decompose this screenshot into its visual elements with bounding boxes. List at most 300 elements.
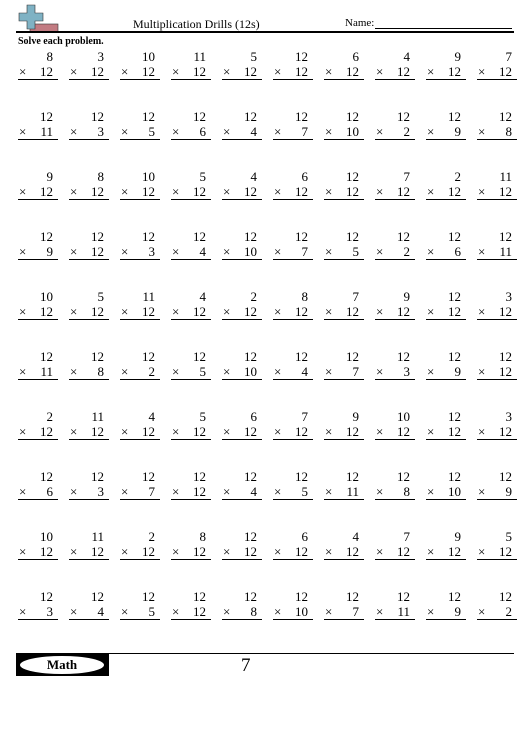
multiplier: 12 xyxy=(193,604,206,619)
multiplicand: 12 xyxy=(448,409,461,424)
multiplicand: 12 xyxy=(142,229,155,244)
multiplicand: 6 xyxy=(250,409,257,424)
multiplicand: 7 xyxy=(403,529,410,544)
multiplicand: 11 xyxy=(193,49,206,64)
problem-row xyxy=(12,349,522,409)
multiplier-line xyxy=(120,124,160,140)
multiplier-line xyxy=(171,304,211,320)
multiplier-line xyxy=(477,544,517,560)
problem xyxy=(369,529,420,589)
problem-row xyxy=(12,409,522,469)
problem xyxy=(12,169,63,229)
times-sign: × xyxy=(70,304,78,319)
times-sign: × xyxy=(172,364,180,379)
multiplier-line xyxy=(375,184,415,200)
multiplicand: 5 xyxy=(199,409,206,424)
times-sign: × xyxy=(376,304,384,319)
multiplicand: 5 xyxy=(505,529,512,544)
problem xyxy=(12,529,63,589)
multiplier: 10 xyxy=(244,244,257,259)
multiplier-line xyxy=(171,424,211,440)
times-sign: × xyxy=(274,544,282,559)
name-field[interactable] xyxy=(375,28,512,29)
multiplier: 12 xyxy=(244,544,257,559)
times-sign: × xyxy=(172,484,180,499)
multiplier: 12 xyxy=(397,544,410,559)
multiplier-line xyxy=(222,124,262,140)
multiplier: 12 xyxy=(499,184,512,199)
multiplier-line xyxy=(18,364,58,380)
multiplier: 9 xyxy=(46,244,53,259)
times-sign: × xyxy=(121,304,129,319)
times-sign: × xyxy=(223,304,231,319)
multiplier: 3 xyxy=(46,604,53,619)
multiplier-line xyxy=(273,424,313,440)
multiplicand: 7 xyxy=(403,169,410,184)
multiplier: 12 xyxy=(346,304,359,319)
problem xyxy=(318,229,369,289)
multiplicand: 4 xyxy=(148,409,155,424)
problem xyxy=(471,529,522,589)
problem xyxy=(369,49,420,109)
multiplicand: 12 xyxy=(397,349,410,364)
multiplier-line xyxy=(273,64,313,80)
problem xyxy=(369,109,420,169)
multiplier: 4 xyxy=(250,124,257,139)
multiplier-line xyxy=(426,424,466,440)
name-label: Name: xyxy=(345,17,375,29)
times-sign: × xyxy=(325,244,333,259)
problem-row xyxy=(12,229,522,289)
multiplier: 5 xyxy=(199,364,206,379)
problem xyxy=(267,289,318,349)
multiplier: 5 xyxy=(148,604,155,619)
multiplier-line xyxy=(375,64,415,80)
problem xyxy=(12,589,63,649)
problem xyxy=(318,169,369,229)
multiplier-line xyxy=(273,304,313,320)
times-sign: × xyxy=(172,244,180,259)
multiplier-line xyxy=(171,124,211,140)
problem xyxy=(165,409,216,469)
multiplier: 2 xyxy=(403,124,410,139)
times-sign: × xyxy=(121,604,129,619)
multiplier-line xyxy=(120,64,160,80)
times-sign: × xyxy=(121,124,129,139)
multiplier: 7 xyxy=(301,244,308,259)
multiplicand: 11 xyxy=(142,289,155,304)
multiplier: 12 xyxy=(193,184,206,199)
multiplicand: 12 xyxy=(142,109,155,124)
problem xyxy=(420,229,471,289)
multiplier-line xyxy=(375,424,415,440)
multiplier-line xyxy=(426,364,466,380)
multiplier-line xyxy=(477,604,517,620)
multiplicand: 7 xyxy=(301,409,308,424)
multiplier-line xyxy=(222,304,262,320)
times-sign: × xyxy=(121,364,129,379)
multiplier: 12 xyxy=(142,184,155,199)
multiplicand: 4 xyxy=(250,169,257,184)
multiplier-line xyxy=(69,244,109,260)
times-sign: × xyxy=(478,64,486,79)
problem xyxy=(420,529,471,589)
times-sign: × xyxy=(70,64,78,79)
problem xyxy=(318,349,369,409)
multiplier: 12 xyxy=(499,424,512,439)
multiplicand: 12 xyxy=(295,49,308,64)
times-sign: × xyxy=(325,424,333,439)
times-sign: × xyxy=(19,544,27,559)
times-sign: × xyxy=(427,64,435,79)
multiplicand: 11 xyxy=(91,409,104,424)
multiplicand: 10 xyxy=(40,289,53,304)
problem xyxy=(216,229,267,289)
times-sign: × xyxy=(427,124,435,139)
multiplier-line xyxy=(171,544,211,560)
problem xyxy=(165,529,216,589)
multiplicand: 3 xyxy=(505,289,512,304)
multiplier-line xyxy=(222,604,262,620)
multiplier: 12 xyxy=(193,544,206,559)
problem xyxy=(369,469,420,529)
times-sign: × xyxy=(376,604,384,619)
times-sign: × xyxy=(19,364,27,379)
multiplier-line xyxy=(426,304,466,320)
multiplicand: 12 xyxy=(244,109,257,124)
multiplier: 8 xyxy=(505,124,512,139)
times-sign: × xyxy=(478,604,486,619)
multiplicand: 12 xyxy=(346,469,359,484)
problem xyxy=(267,469,318,529)
multiplicand: 10 xyxy=(142,169,155,184)
multiplier-line xyxy=(477,244,517,260)
times-sign: × xyxy=(172,544,180,559)
multiplier-line xyxy=(222,64,262,80)
times-sign: × xyxy=(427,424,435,439)
multiplier-line xyxy=(120,184,160,200)
header-divider xyxy=(16,31,514,33)
multiplier: 12 xyxy=(295,184,308,199)
multiplier: 12 xyxy=(397,184,410,199)
multiplier-line xyxy=(171,604,211,620)
multiplier: 12 xyxy=(142,544,155,559)
times-sign: × xyxy=(172,184,180,199)
multiplicand: 12 xyxy=(295,109,308,124)
multiplier: 3 xyxy=(97,124,104,139)
multiplicand: 8 xyxy=(97,169,104,184)
multiplier: 12 xyxy=(448,304,461,319)
problem xyxy=(471,469,522,529)
multiplier-line xyxy=(222,544,262,560)
multiplicand: 12 xyxy=(244,589,257,604)
times-sign: × xyxy=(478,544,486,559)
problem xyxy=(471,169,522,229)
problem xyxy=(63,109,114,169)
multiplier: 12 xyxy=(91,184,104,199)
multiplier-line xyxy=(273,184,313,200)
multiplier: 12 xyxy=(40,544,53,559)
problem xyxy=(63,349,114,409)
multiplier: 6 xyxy=(199,124,206,139)
multiplier: 11 xyxy=(499,244,512,259)
multiplier: 12 xyxy=(193,424,206,439)
multiplier-line xyxy=(69,124,109,140)
multiplicand: 12 xyxy=(448,109,461,124)
multiplier-line xyxy=(477,64,517,80)
multiplier-line xyxy=(171,244,211,260)
problem-row xyxy=(12,109,522,169)
multiplier-line xyxy=(426,604,466,620)
problem xyxy=(12,49,63,109)
problem xyxy=(165,289,216,349)
multiplier: 11 xyxy=(40,124,53,139)
multiplicand: 12 xyxy=(40,229,53,244)
multiplier: 2 xyxy=(505,604,512,619)
multiplier-line xyxy=(69,304,109,320)
times-sign: × xyxy=(70,124,78,139)
multiplier-line xyxy=(477,304,517,320)
multiplicand: 12 xyxy=(448,349,461,364)
multiplier: 3 xyxy=(148,244,155,259)
page-number: 7 xyxy=(241,655,251,676)
multiplier: 8 xyxy=(97,364,104,379)
multiplier-line xyxy=(18,184,58,200)
times-sign: × xyxy=(325,364,333,379)
multiplier: 10 xyxy=(346,124,359,139)
multiplier-line xyxy=(426,484,466,500)
problem xyxy=(165,349,216,409)
multiplicand: 7 xyxy=(352,289,359,304)
problem xyxy=(63,469,114,529)
page-title: Multiplication Drills (12s) xyxy=(133,17,260,31)
multiplier-line xyxy=(18,244,58,260)
multiplier: 11 xyxy=(346,484,359,499)
multiplier-line xyxy=(273,544,313,560)
multiplicand: 11 xyxy=(91,529,104,544)
problem xyxy=(12,349,63,409)
multiplier-line xyxy=(273,244,313,260)
multiplier: 5 xyxy=(352,244,359,259)
multiplier: 7 xyxy=(352,604,359,619)
times-sign: × xyxy=(376,484,384,499)
multiplicand: 12 xyxy=(91,229,104,244)
multiplier-line xyxy=(375,484,415,500)
multiplicand: 12 xyxy=(346,349,359,364)
problem xyxy=(165,49,216,109)
times-sign: × xyxy=(19,484,27,499)
problem xyxy=(369,229,420,289)
multiplicand: 4 xyxy=(352,529,359,544)
multiplier-line xyxy=(69,604,109,620)
problem xyxy=(165,589,216,649)
problem xyxy=(267,349,318,409)
times-sign: × xyxy=(274,364,282,379)
multiplicand: 12 xyxy=(244,469,257,484)
problem xyxy=(114,469,165,529)
multiplier: 4 xyxy=(301,364,308,379)
problem xyxy=(216,349,267,409)
multiplier-line xyxy=(477,484,517,500)
multiplier-line xyxy=(324,64,364,80)
times-sign: × xyxy=(376,124,384,139)
multiplier: 12 xyxy=(40,184,53,199)
multiplicand: 12 xyxy=(244,349,257,364)
multiplier-line xyxy=(375,544,415,560)
problem xyxy=(420,349,471,409)
multiplier: 9 xyxy=(454,604,461,619)
multiplier: 12 xyxy=(346,184,359,199)
multiplier-line xyxy=(273,364,313,380)
multiplier: 12 xyxy=(499,304,512,319)
multiplicand: 12 xyxy=(397,469,410,484)
times-sign: × xyxy=(478,364,486,379)
multiplier: 5 xyxy=(301,484,308,499)
multiplicand: 12 xyxy=(499,109,512,124)
multiplier: 12 xyxy=(40,64,53,79)
multiplier-line xyxy=(120,544,160,560)
multiplicand: 9 xyxy=(454,529,461,544)
problem xyxy=(63,229,114,289)
times-sign: × xyxy=(121,184,129,199)
problem xyxy=(267,229,318,289)
times-sign: × xyxy=(427,544,435,559)
multiplier-line xyxy=(120,244,160,260)
times-sign: × xyxy=(274,424,282,439)
multiplier-line xyxy=(273,124,313,140)
math-badge-label: Math xyxy=(20,656,104,674)
multiplier: 12 xyxy=(193,64,206,79)
problem xyxy=(369,589,420,649)
multiplier: 9 xyxy=(505,484,512,499)
multiplier: 12 xyxy=(295,304,308,319)
times-sign: × xyxy=(172,604,180,619)
multiplier-line xyxy=(171,64,211,80)
multiplier: 3 xyxy=(97,484,104,499)
multiplier: 12 xyxy=(448,184,461,199)
problem xyxy=(216,529,267,589)
multiplier: 3 xyxy=(403,364,410,379)
multiplicand: 5 xyxy=(250,49,257,64)
multiplier: 6 xyxy=(454,244,461,259)
problem xyxy=(165,109,216,169)
multiplicand: 12 xyxy=(142,589,155,604)
times-sign: × xyxy=(478,304,486,319)
times-sign: × xyxy=(19,604,27,619)
problem xyxy=(369,169,420,229)
multiplier-line xyxy=(18,604,58,620)
times-sign: × xyxy=(19,184,27,199)
multiplier: 8 xyxy=(403,484,410,499)
multiplier-line xyxy=(18,124,58,140)
multiplier-line xyxy=(426,244,466,260)
multiplicand: 12 xyxy=(193,349,206,364)
multiplicand: 12 xyxy=(142,469,155,484)
problem xyxy=(267,169,318,229)
problem xyxy=(216,169,267,229)
problem xyxy=(12,289,63,349)
multiplier: 12 xyxy=(397,64,410,79)
multiplier-line xyxy=(18,64,58,80)
multiplicand: 10 xyxy=(397,409,410,424)
multiplicand: 12 xyxy=(499,349,512,364)
multiplicand: 6 xyxy=(352,49,359,64)
multiplier-line xyxy=(426,544,466,560)
multiplier-line xyxy=(18,544,58,560)
problem xyxy=(165,229,216,289)
times-sign: × xyxy=(478,124,486,139)
problem xyxy=(12,409,63,469)
problem xyxy=(114,349,165,409)
multiplier-line xyxy=(375,124,415,140)
times-sign: × xyxy=(274,124,282,139)
times-sign: × xyxy=(376,244,384,259)
times-sign: × xyxy=(172,124,180,139)
multiplier-line xyxy=(273,604,313,620)
multiplier-line xyxy=(477,424,517,440)
multiplier: 12 xyxy=(244,304,257,319)
multiplier-line xyxy=(222,424,262,440)
multiplier: 12 xyxy=(346,544,359,559)
multiplier: 7 xyxy=(148,484,155,499)
multiplier: 12 xyxy=(142,304,155,319)
multiplier-line xyxy=(477,124,517,140)
multiplier-line xyxy=(69,364,109,380)
multiplicand: 12 xyxy=(142,349,155,364)
times-sign: × xyxy=(478,244,486,259)
times-sign: × xyxy=(70,484,78,499)
problem xyxy=(318,49,369,109)
multiplicand: 11 xyxy=(499,169,512,184)
multiplicand: 4 xyxy=(403,49,410,64)
problem xyxy=(114,529,165,589)
multiplicand: 12 xyxy=(91,349,104,364)
multiplicand: 12 xyxy=(346,169,359,184)
times-sign: × xyxy=(427,484,435,499)
problem xyxy=(216,49,267,109)
times-sign: × xyxy=(376,184,384,199)
times-sign: × xyxy=(70,244,78,259)
multiplier: 6 xyxy=(46,484,53,499)
multiplier: 12 xyxy=(91,544,104,559)
times-sign: × xyxy=(19,424,27,439)
problem-row xyxy=(12,529,522,589)
multiplier-line xyxy=(324,244,364,260)
multiplier: 9 xyxy=(454,364,461,379)
problem xyxy=(369,409,420,469)
multiplier-line xyxy=(171,364,211,380)
multiplicand: 12 xyxy=(40,469,53,484)
multiplier-line xyxy=(426,184,466,200)
problem xyxy=(267,109,318,169)
multiplicand: 12 xyxy=(91,109,104,124)
multiplier: 12 xyxy=(397,304,410,319)
times-sign: × xyxy=(325,124,333,139)
multiplicand: 12 xyxy=(346,109,359,124)
multiplier: 2 xyxy=(148,364,155,379)
multiplier-line xyxy=(18,424,58,440)
problem xyxy=(420,589,471,649)
multiplicand: 2 xyxy=(250,289,257,304)
times-sign: × xyxy=(70,604,78,619)
math-logo-icon xyxy=(16,4,60,34)
problem xyxy=(63,589,114,649)
problem xyxy=(471,289,522,349)
multiplier-line xyxy=(69,184,109,200)
multiplicand: 12 xyxy=(193,589,206,604)
multiplier-line xyxy=(120,364,160,380)
problem xyxy=(216,589,267,649)
